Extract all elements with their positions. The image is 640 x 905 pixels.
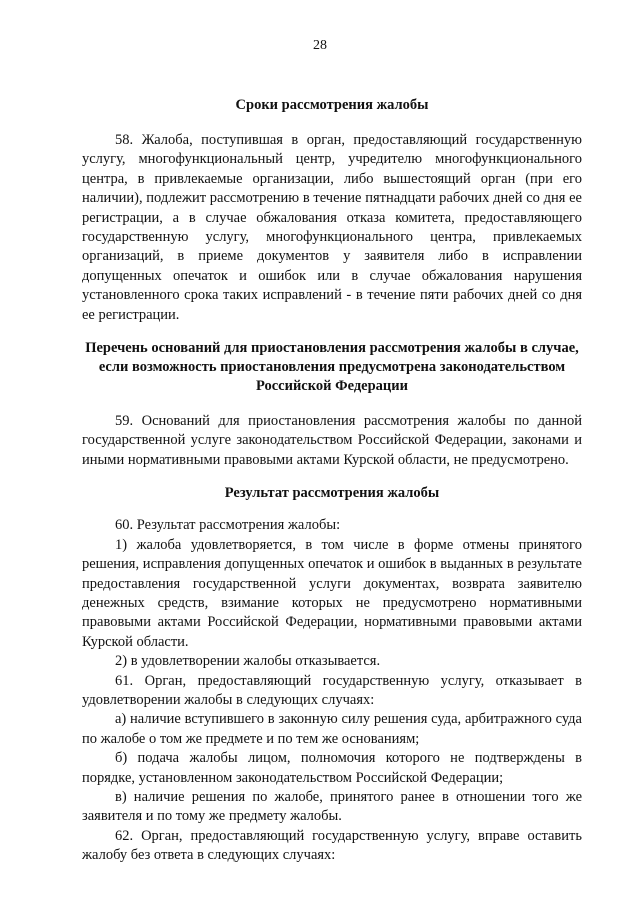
page-content [82,96,582,866]
paragraph-61: 61. Орган, предоставляющий государственную услугу, отказывает в удовлетворении жалобы в следующих случаях: [82,672,582,708]
paragraph-62: 62. Орган, предоставляющий государственную услугу, вправе оставить жалобу без ответа в следующих случаях: [82,827,582,864]
section-heading-review-result: Результат рассмотрения жалобы [224,485,440,502]
paragraph-58: 58. Жалоба, поступившая в орган, предоставляющий государственную услугу, многофункциональный центр, учредителю многофункционального центра, в привлекаемые организации, либо вышестоящий орган (при его наличии), подлежит рассмотрению в течение пятнадцати рабочих дней со дня ее регистрации, а в случае обжалования отказа комитета, предоставляющего государственную услугу, многофункционального центра, привлекаемых организаций, в приеме документов у заявителя либо в исправлении допущенных опечаток и ошибок или в случае обжалования нарушения установленного срока таких исправлений - в течение пяти рабочих дней со дня ее регистрации. [82,132,582,323]
section-heading-suspension-grounds: Перечень оснований для приостановления рассмотрения жалобы в случае, если возможность приостановления предусмотрена законодательством Российской Федерации [85,340,579,395]
paragraph-61-item-v: в) наличие решения по жалобе, принятого ранее в отношении того же заявителя и по тому же предмету жалобы. [82,788,582,825]
paragraph-60-item-2: 2) в удовлетворении жалобы отказывается. [115,653,381,670]
paragraph-59: 59. Оснований для приостановления рассмотрения жалобы по данной государственной услуге законодательством Российской Федерации, законами и иными нормативными правовыми актами Курской области, не предусмотрено. [82,413,582,468]
paragraph-61-item-b: б) подача жалобы лицом, полномочия которого не подтверждены в порядке, установленном законодательством Российской Федерации; [82,750,582,786]
paragraph-60-item-1: 1) жалоба удовлетворяется, в том числе в форме отмены принятого решения, исправления допущенных опечаток и ошибок в выданных в результате предоставления государственной услуги документах, возврата заявителю денежных средств, взимание которых не предусмотрено нормативными правовыми актами Российской Федерации, нормативными правовыми актами Курской области. [82,536,582,650]
section-heading-review-terms: Сроки рассмотрения жалобы [235,97,429,113]
paragraph-60: 60. Результат рассмотрения жалобы: [115,517,341,534]
page-number: 28 [313,38,327,53]
paragraph-61-item-a: а) наличие вступившего в законную силу решения суда, арбитражного суда по жалобе о том же предмете и по тем же основаниям; [82,711,582,747]
